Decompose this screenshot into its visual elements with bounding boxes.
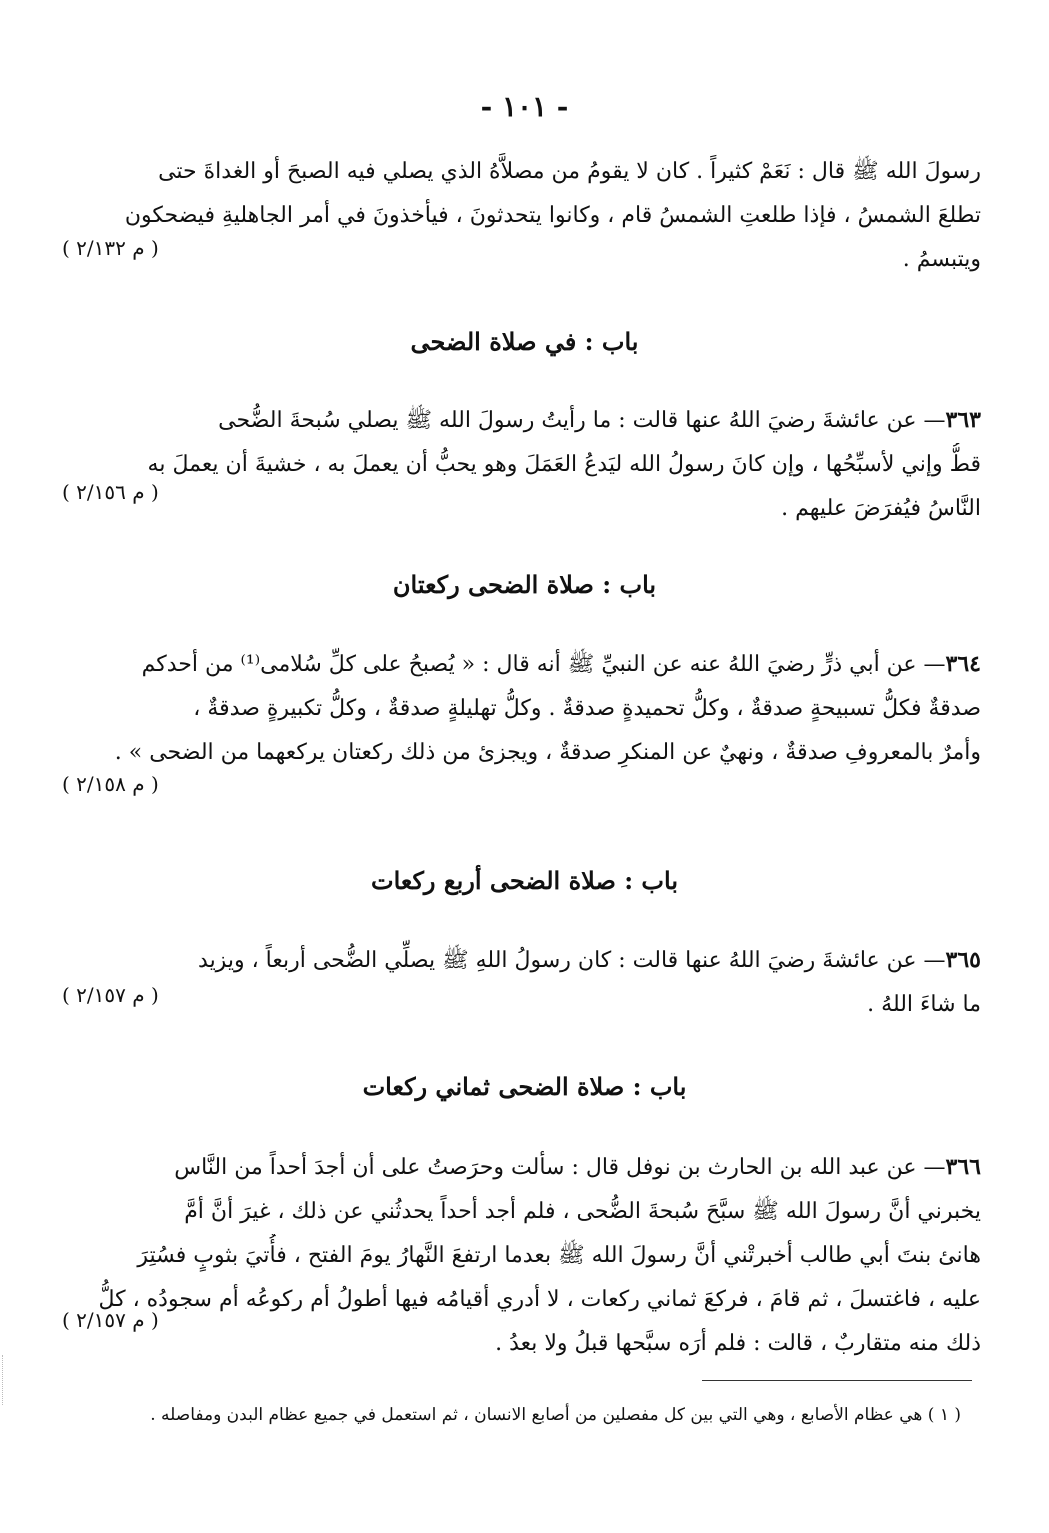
source-reference: ( م ٢/١٣٢ ) — [62, 236, 159, 260]
source-reference: ( م ٢/١٥٦ ) — [62, 480, 159, 504]
text-line: ويتبسمُ . — [902, 247, 981, 272]
text-line — [40, 1145, 981, 1190]
page-number: - ١٠١ - — [480, 90, 569, 123]
text-line: ما شاءَ اللهُ . — [867, 992, 981, 1017]
hadith-number: ٣٦٤ — [945, 651, 981, 677]
source-reference: ( م ٢/١٥٧ ) — [62, 983, 159, 1007]
text-line — [40, 642, 981, 687]
text-line: رسولَ الله ﷺ قال : نَعَمْ كثيراً . كان لا يقومُ من مصلاَّهُ الذي يصلي فيه الصبحَ أو الغداةَ حتى — [158, 159, 981, 184]
footnote-divider — [702, 1380, 972, 1381]
chapter-heading: باب : في صلاة الضحى — [410, 327, 639, 356]
chapter-heading: باب : صلاة الضحى ركعتان — [392, 570, 657, 599]
text-line — [40, 398, 981, 443]
hadith-paragraph — [40, 642, 981, 775]
footnote: ( ١ ) هي عظام الأصابع ، وهي التي بين كل مفصلين من أصابع الانسان ، ثم استعمل في جميع عظام البدن ومفاصله . — [150, 1405, 961, 1425]
intro-paragraph — [40, 150, 981, 282]
hadith-text: — عن عبد الله بن الحارث بن نوفل قال : سألت وحرَصتُ على أن أجدَ أحداً من النَّاس — [174, 1155, 946, 1180]
text-line: صدقةٌ فكلُّ تسبيحةٍ صدقةٌ ، وكلُّ تحميدةٍ صدقةٌ . وكلُّ تهليلةٍ صدقةٌ ، وكلُّ تكبيرةٍ صدقةٌ ، — [193, 696, 981, 721]
chapter-heading: باب : صلاة الضحى أربع ركعات — [371, 866, 678, 895]
hadith-text: — عن عائشةَ رضيَ اللهُ عنها قالت : كان رسولُ اللهِ ﷺ يصلِّي الضُّحى أربعاً ، ويزيد — [198, 948, 946, 973]
text-line: وأمرٌ بالمعروفِ صدقةٌ ، ونهيٌ عن المنكرِ صدقةٌ ، ويجزئ من ذلك ركعتان يركعهما من الضحى » . — [114, 740, 981, 765]
text-line: ذلك منه متقاربٌ ، قالت : فلم أرَه سبَّحها قبلُ ولا بعدُ . — [495, 1331, 981, 1356]
source-reference: ( م ٢/١٥٨ ) — [62, 772, 159, 796]
text-line: تطلعَ الشمسُ ، فإذا طلعتِ الشمسُ قام ، وكانوا يتحدثونَ ، فيأخذونَ في أمر الجاهليةِ فيضحكون — [124, 203, 981, 228]
hadith-paragraph — [40, 398, 981, 531]
chapter-heading: باب : صلاة الضحى ثماني ركعات — [362, 1072, 687, 1101]
hadith-number: ٣٦٥ — [945, 947, 981, 973]
hadith-paragraph — [40, 1145, 981, 1366]
text-line: عليه ، فاغتسلَ ، ثم قامَ ، فركعَ ثماني ركعات ، لا أدري أقيامُه فيها أطولُ أم ركوعُه أم سجودُه ، كلُّ — [98, 1287, 981, 1312]
scan-margin-mark — [2, 1355, 11, 1405]
source-reference: ( م ٢/١٥٧ ) — [62, 1308, 159, 1332]
hadith-number: ٣٦٣ — [945, 407, 981, 433]
text-line: قطُّ وإني لأسبِّحُها ، وإن كانَ رسولُ الله ليَدعُ العَمَلَ وهو يحبُّ أن يعملَ به ، خشيةَ أن يعملَ به — [147, 452, 981, 477]
text-line — [40, 938, 981, 983]
text-line: النَّاسُ فيُفرَضَ عليهم . — [781, 496, 981, 521]
hadith-paragraph — [40, 938, 981, 1027]
hadith-text: — عن أبي ذرٍّ رضيَ اللهُ عنه عن النبيِّ ﷺ أنه قال : « يُصبحُ على كلِّ سُلامى⁽¹⁾ من أحدكم — [141, 652, 946, 677]
text-line: يخبرني أنَّ رسولَ الله ﷺ سبَّحَ سُبحةَ الضُّحى ، فلم أجد أحداً يحدثُني عن ذلك ، غيرَ أنَّ أمَّ — [184, 1199, 981, 1224]
hadith-number: ٣٦٦ — [945, 1154, 981, 1180]
text-line: هانئ بنتَ أبي طالب أخبرتْني أنَّ رسولَ الله ﷺ بعدما ارتفعَ النَّهارُ يومَ الفتح ، فأُتيَ بثوبٍ فسُتِرَ — [137, 1243, 981, 1268]
hadith-text: — عن عائشةَ رضيَ اللهُ عنها قالت : ما رأيتُ رسولَ الله ﷺ يصلي سُبحةَ الضُّحى — [218, 408, 946, 433]
